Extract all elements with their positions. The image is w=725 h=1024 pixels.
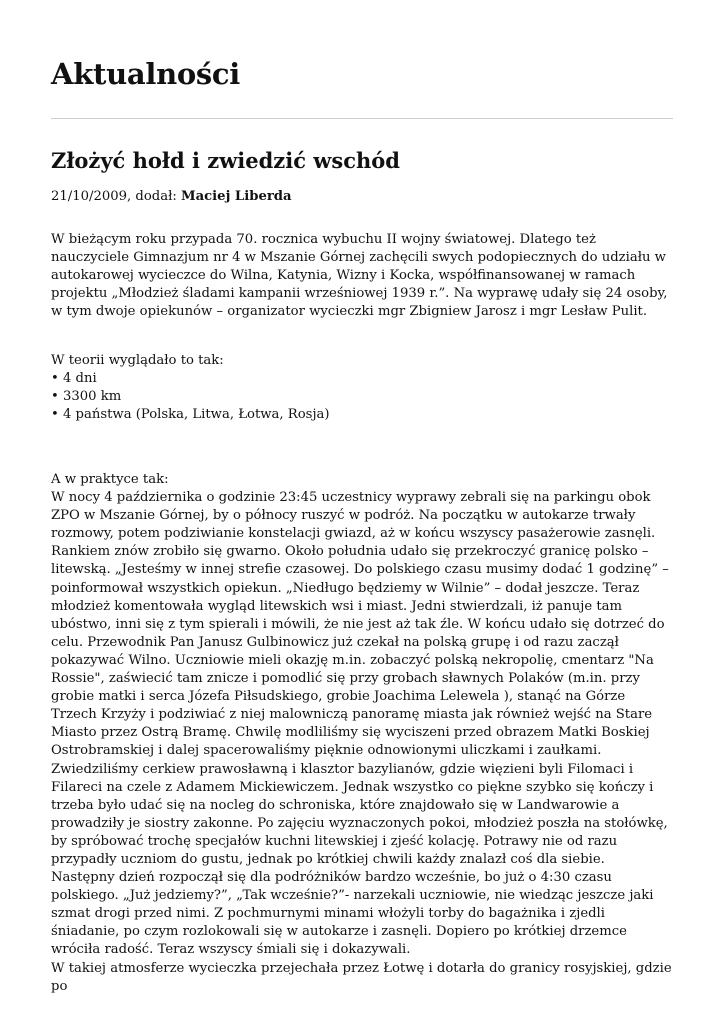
article-title: Złożyć hołd i zwiedzić wschód — [51, 148, 400, 173]
list-item: • 3300 km — [51, 389, 122, 405]
article-date: 21/10/2009, dodał: — [51, 189, 181, 204]
list-item: • 4 dni — [51, 371, 97, 387]
practice-heading: A w praktyce tak: — [51, 472, 169, 487]
theory-heading: W teorii wyglądało to tak: — [51, 353, 224, 368]
article-paragraph: W nocy 4 października o godzinie 23:45 uczestnicy wyprawy zebrali się na parkingu obok ZPO w Mszanie Górnej, by o północy ruszyć w podróż. Na początku w autokarze trwały rozmowy, potem podziwianie konstelacji gwiazd, aż w końcu wszyscy pasażerowie zasnęli. — [51, 490, 656, 542]
heading-divider — [51, 118, 673, 119]
article-meta — [51, 187, 292, 207]
article-paragraph: W takiej atmosferze wycieczka przejechała przez Łotwę i dotarła do granicy rosyjskiej, gdzie po — [51, 960, 672, 994]
article-paragraph: Następny dzień rozpoczął się dla podróżników bardzo wcześnie, bo już o 4:30 czasu polskiego. „Już jedziemy?”, „Tak wcześnie?”- narzekali uczniowie, nie wiedząc jeszcze jaki szmat drogi przed nimi. Z pochmurnymi minami włożyli torby do bagażnika i zjedli śniadanie, po czym rozlokowali się w autokarze i zasnęli. Dopiero po krótkiej drzemce wróciła radość. Teraz wszyscy śmiali się i dokazywali. — [51, 870, 654, 958]
list-item: • 4 państwa (Polska, Litwa, Łotwa, Rosja) — [51, 407, 330, 423]
article-intro: W bieżącym roku przypada 70. rocznica wybuchu II wojny światowej. Dlatego też nauczyciele Gimnazjum nr 4 w Mszanie Górnej zachęcili swych podopiecznych do udziału w autokarowej wycieczce do Wilna, Katynia, Wizny i Kocka, współfinansowanej w ramach projektu „Młodzież śladami kampanii wrześniowej 1939 r.”. Na wyprawę udały się 24 osoby, w tym dwoje opiekunów – organizator wycieczki mgr Zbigniew Jarosz i mgr Lesław Pulit. — [51, 232, 668, 320]
practice-section — [51, 471, 673, 996]
page-heading: Aktualności — [51, 57, 241, 91]
article-author: Maciej Liberda — [181, 189, 292, 204]
article-paragraph: Rankiem znów zrobiło się gwarno. Około południa udało się przekroczyć granicę polsko – litewską. „Jesteśmy w innej strefie czasowej. Do polskiego czasu musimy dodać 1 godzinę” – poinformował wszystkich opiekun. „Niedługo będziemy w Wilnie” – dodał jeszcze. Teraz młodzież komentowała wygląd litewskich wsi i miast. Jedni stwierdzali, iż panuje tam ubóstwo, inni się z tym spierali i mówili, że nie jest aż tak źle. W końcu udało się dotrzeć do celu. Przewodnik Pan Janusz Gulbinowicz już czekał na polską grupę i od razu zaczął pokazywać Wilno. Uczniowie mieli okazję m.in. zobaczyć polską nekropolię, cmentarz "Na Rossie", zaświecić tam znicze i pomodlić się przy grobach sławnych Polaków (m.in. przy grobie matki i serca Józefa Piłsudskiego, grobie Joachima Lelewela ), stanąć na Górze Trzech Krzyży i podziwiać z niej malowniczą panoramę miasta jak również wejść na Stare Miasto przez Ostrą Bramę. Chwilę modliliśmy się wyciszeni przed obrazem Matki Boskiej Ostrobramskiej i dalej spacerowaliśmy pięknie odnowionymi uliczkami i zaułkami. Zwiedziliśmy cerkiew prawosławną i klasztor bazylianów, gdzie więzieni byli Filomaci i Filareci na czele z Adamem Mickiewiczem. Jednak wszystko co piękne szybko się kończy i trzeba było udać się na nocleg do schroniska, które znajdowało się w Landwarowie a prowadziły je siostry zakonne. Po zajęciu wyznaczonych pokoi, młodzież poszła na stołówkę, by spróbować trochę specjałów kuchni litewskiej i zjeść kolację. Potrawy nie od razu przypadły uczniom do gustu, jednak po krótkiej chwili każdy znalazł coś dla siebie. — [51, 544, 669, 867]
theory-section — [51, 352, 673, 424]
